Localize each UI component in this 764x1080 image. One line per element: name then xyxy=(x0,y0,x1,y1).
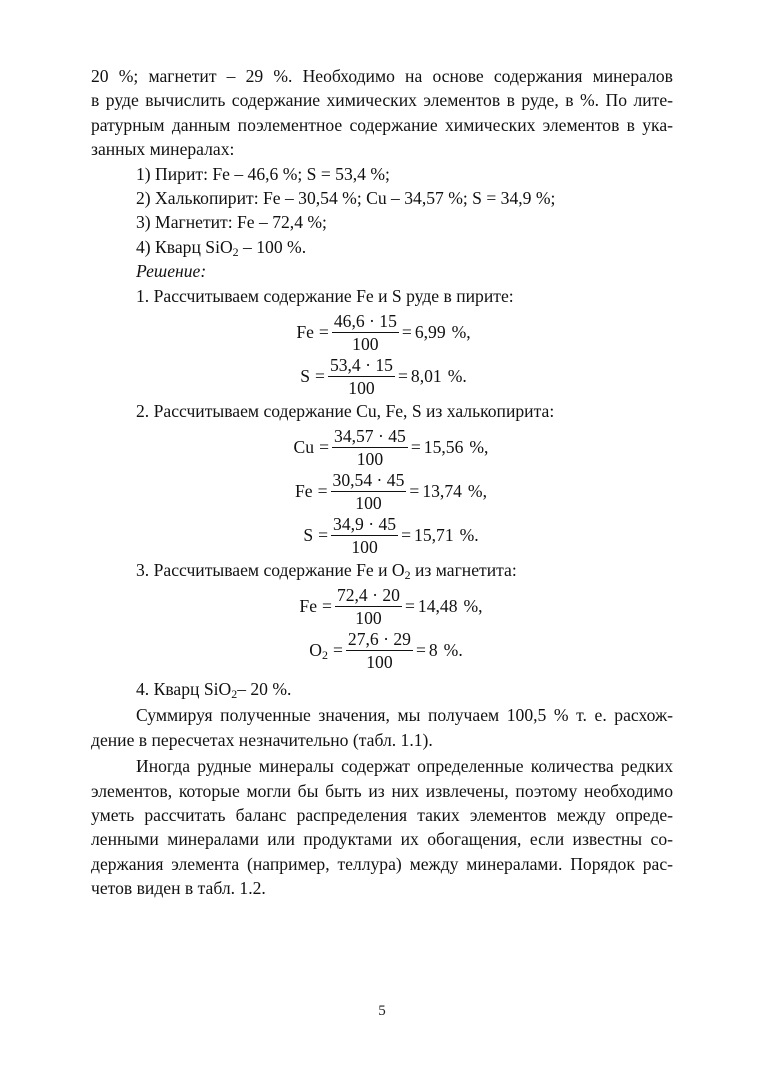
formula-chalcopyrite-s: S = $\frac{34,9 \cdot 45}{100}$ = 15,71 % . xyxy=(303,513,479,557)
list-item-quartz: 4) Кварц SiO$_2$ – 100 %. xyxy=(136,236,307,259)
text-line: 20 %; магнетит – 29 %. Необходимо на основе содержания минералов xyxy=(91,66,673,86)
text-line: уметь рассчитать баланс распределения таких элементов между опреде- xyxy=(91,804,673,825)
fraction: $\frac{27,6 \cdot 29}{100}$ xyxy=(347,629,411,673)
text-line: дение в пересчетах незначительно (табл. 1.1). xyxy=(91,729,433,750)
formula-chalcopyrite-cu: Cu = $\frac{34,57 \cdot 45}{100}$ = 15,56 % , xyxy=(293,425,489,469)
text-line: Иногда рудные минералы содержат определенные количества редких xyxy=(136,756,673,777)
text-line: занных минералах: xyxy=(91,139,235,160)
formula-pyrite-fe: Fe = $\frac{46,6 \cdot 15}{100}$ = 6,99 % , xyxy=(296,310,471,354)
list-item-magnetite: 3) Магнетит: Fe – 72,4 %; xyxy=(136,212,327,233)
list-item-chalcopyrite: 2) Халькопирит: Fe – 30,54 %; Cu – 34,57 %; S = 34,9 %; xyxy=(136,188,556,209)
formula-chalcopyrite-fe: Fe = $\frac{30,54 \cdot 45}{100}$ = 13,74 % , xyxy=(295,469,487,513)
summary-paragraph xyxy=(91,703,673,752)
rare-elements-paragraph xyxy=(91,754,673,900)
document-page xyxy=(91,64,673,901)
page-number: 5 xyxy=(378,1003,386,1019)
solution-label: Решение: xyxy=(136,261,207,282)
mineral-list xyxy=(91,162,673,260)
fraction: $\frac{30,54 \cdot 45}{100}$ xyxy=(332,469,405,513)
step-4-heading: 4. Кварц SiO$_2$– 20 %. xyxy=(136,678,292,701)
fraction: $\frac{53,4 \cdot 15}{100}$ xyxy=(329,354,393,398)
text-line: ратурным данным поэлементное содержание химических элементов в ука- xyxy=(91,114,673,135)
fraction: $\frac{34,9 \cdot 45}{100}$ xyxy=(333,513,397,557)
formula-pyrite-s: S = $\frac{53,4 \cdot 15}{100}$ = 8,01 % . xyxy=(300,354,467,398)
list-item-pyrite: 1) Пирит: Fe – 46,6 %; S = 53,4 %; xyxy=(136,163,390,184)
fraction: $\frac{34,57 \cdot 45}{100}$ xyxy=(334,425,406,469)
text-line: четов виден в табл. 1.2. xyxy=(91,878,266,899)
text-line: Суммируя полученные значения, мы получаем 100,5 % т. е. расхож- xyxy=(136,705,673,726)
formula-magnetite-o2: $O_2$ = $\frac{27,6 \cdot 29}{100}$ = 8 % . xyxy=(309,629,463,673)
step-2-heading: 2. Рассчитываем содержание Cu, Fe, S из халькопирита: xyxy=(136,401,555,422)
intro-paragraph xyxy=(91,64,673,162)
step-3-heading: 3. Рассчитываем содержание Fe и $O_2$ из магнетита: xyxy=(136,560,517,583)
text-line: в руде вычислить содержание химических элементов в руде, в %. По лите- xyxy=(91,90,673,111)
text-line: ленными минералами или продуктами их обогащения, если известны со- xyxy=(91,829,673,850)
fraction: $\frac{72,4 \cdot 20}{100}$ xyxy=(336,585,400,629)
fraction: $\frac{46,6 \cdot 15}{100}$ xyxy=(333,310,397,354)
formula-magnetite-fe: Fe = $\frac{72,4 \cdot 20}{100}$ = 14,48 % , xyxy=(299,585,483,629)
text-line: держания элемента (например, теллура) между минералами. Порядок рас- xyxy=(91,853,673,874)
step-1-heading: 1. Рассчитываем содержание Fe и S руде в пирите: xyxy=(136,285,514,306)
text-line: элементов, которые могли бы быть из них извлечены, поэтому необходимо xyxy=(91,780,673,801)
